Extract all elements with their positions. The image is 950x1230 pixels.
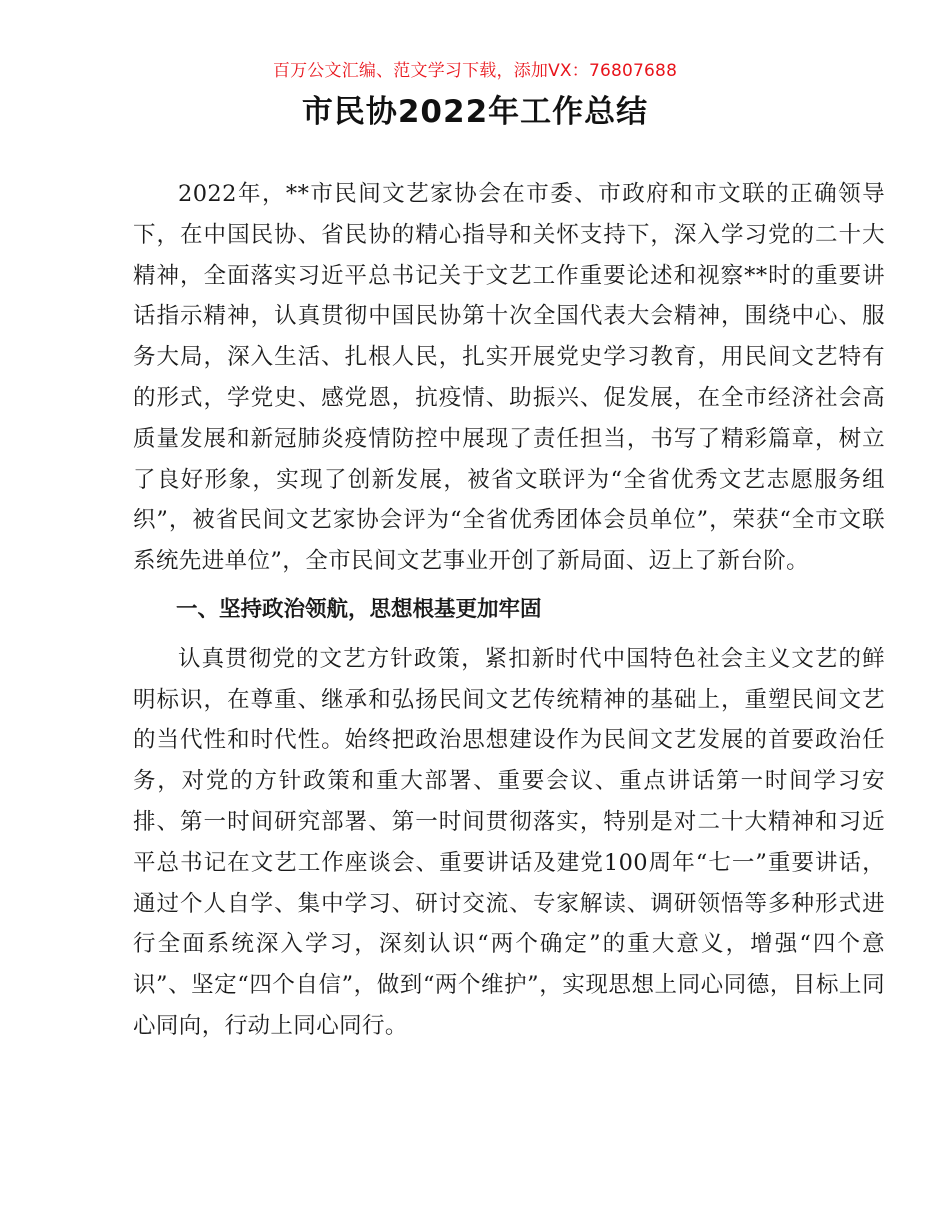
section-heading-1: 一、坚持政治领航，思想根基更加牢固 bbox=[176, 596, 542, 622]
section-paragraph-1: 认真贯彻党的文艺方针政策，紧扣新时代中国特色社会主义文艺的鲜明标识，在尊重、继承和弘扬民间文艺传统精神的基础上，重塑民间文艺的当代性和时代性。始终把政治思想建设作为民间文艺发展的首要政治任务，对党的方针政策和重大部署、重要会议、重点讲话第一时间学习安排、第一时间研究部署、第一时间贯彻落实，特别是对二十大精神和习近平总书记在文艺工作座谈会、重要讲话及建党100周年“七一”重要讲话，通过个人自学、集中学习、研讨交流、专家解读、调研领悟等多种形式进行全面系统深入学习，深刻认识“两个确定”的重大意义，增强“四个意识”、坚定“四个自信”，做到“两个维护”，实现思想上同心同德，目标上同心同向，行动上同心同行。 bbox=[133, 645, 885, 1039]
intro-paragraph: 2022年，**市民间文艺家协会在市委、市政府和市文联的正确领导下，在中国民协、省民协的精心指导和关怀支持下，深入学习党的二十大精神，全面落实习近平总书记关于文艺工作重要论述和视察**时的重要讲话指示精神，认真贯彻中国民协第十次全国代表大会精神，围绕中心、服务大局，深入生活、扎根人民，扎实开展党史学习教育，用民间文艺特有的形式，学党史、感党恩，抗疫情、助振兴、促发展，在全市经济社会高质量发展和新冠肺炎疫情防控中展现了责任担当，书写了精彩篇章，树立了良好形象，实现了创新发展，被省文联评为“全省优秀文艺志愿服务组织”，被省民间文艺家协会评为“全省优秀团体会员单位”，荣获“全市文联系统先进单位”，全市民间文艺事业开创了新局面、迈上了新台阶。 bbox=[133, 181, 885, 575]
document-title: 市民协2022年工作总结 bbox=[301, 94, 649, 130]
watermark-banner: 百万公文汇编、范文学习下载，添加VX：76807688 bbox=[272, 61, 678, 81]
document-body bbox=[133, 174, 885, 1047]
